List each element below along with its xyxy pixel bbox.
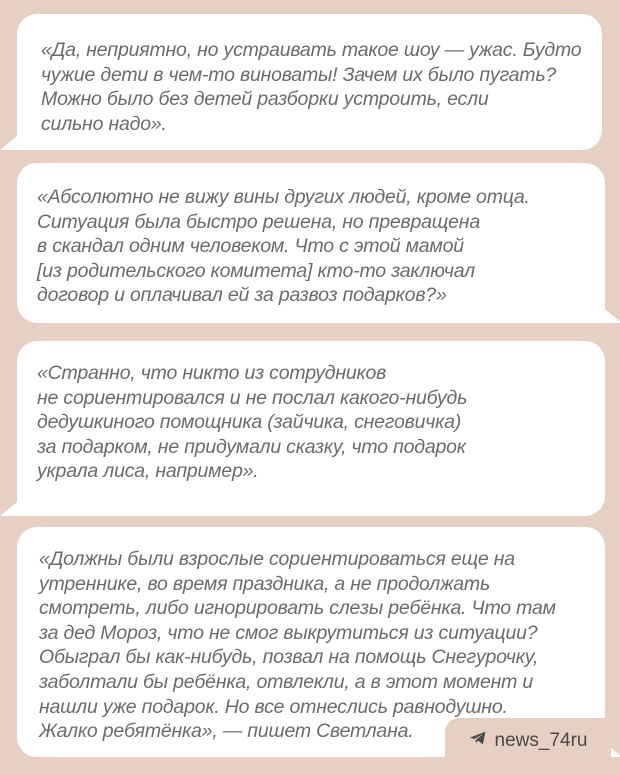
source-tag[interactable] — [445, 718, 611, 764]
bubble-tail — [0, 498, 22, 516]
quote-line: Можно было без детей разборки устроить, если — [41, 88, 489, 111]
quote-line: утреннике, во время праздника, а не продолжать — [39, 572, 491, 595]
quote-bubble-3 — [17, 341, 605, 516]
quote-line: Обыграл бы как-нибудь, позвал на помощь Снегурочку, — [39, 646, 539, 669]
quote-line: за подарком, не придумали сказку, что подарок — [37, 435, 466, 458]
quote-line: сильно надо». — [41, 112, 167, 135]
quote-line: дедушкиного помощника (зайчика, снеговичка) — [37, 411, 462, 434]
quote-line: не сориентировался и не послал какого-нибудь — [37, 386, 468, 409]
quote-line: [из родительского комитета] кто-то заключал — [37, 259, 475, 282]
quote-line: «Да, неприятно, но устраивать такое шоу — ужас. Будто — [41, 39, 582, 61]
quote-line: за дед Мороз, что не смог выкрутиться из ситуации? — [39, 621, 538, 644]
bubble-tail — [600, 305, 620, 323]
telegram-icon — [469, 730, 487, 752]
quote-bubble-2 — [17, 163, 605, 323]
bubble-tail — [0, 132, 22, 150]
quote-line: заболтали бы ребёнка, отвлекли, а в этот момент и — [39, 670, 534, 693]
quote-line: «Должны были взрослые сориентироваться еще на — [39, 548, 515, 570]
source-label: news_74ru — [494, 730, 588, 751]
quote-line: чужие дети в чем-то виноваты! Зачем их было пугать? — [41, 63, 557, 86]
quote-line: в скандал одним человеком. Что с этой мамой — [37, 235, 464, 258]
quote-line: договор и оплачивал ей за развоз подарков?» — [37, 284, 447, 307]
quote-line: Ситуация была быстро решена, но превращена — [37, 210, 480, 233]
quote-bubble-1 — [17, 14, 602, 150]
quote-line: нашли уже подарок. Но все отнеслись равнодушно. — [39, 695, 508, 718]
quote-line: «Странно, что никто из сотрудников — [37, 362, 387, 384]
quote-line: украла лиса, например». — [37, 460, 259, 483]
quote-line: «Абсолютно не вижу вины других людей, кроме отца. — [37, 186, 530, 208]
quote-line: смотреть, либо игнорировать слезы ребёнка. Что там — [39, 597, 556, 620]
quote-line: Жалко ребятёнка», — пишет Светлана. — [39, 720, 414, 743]
